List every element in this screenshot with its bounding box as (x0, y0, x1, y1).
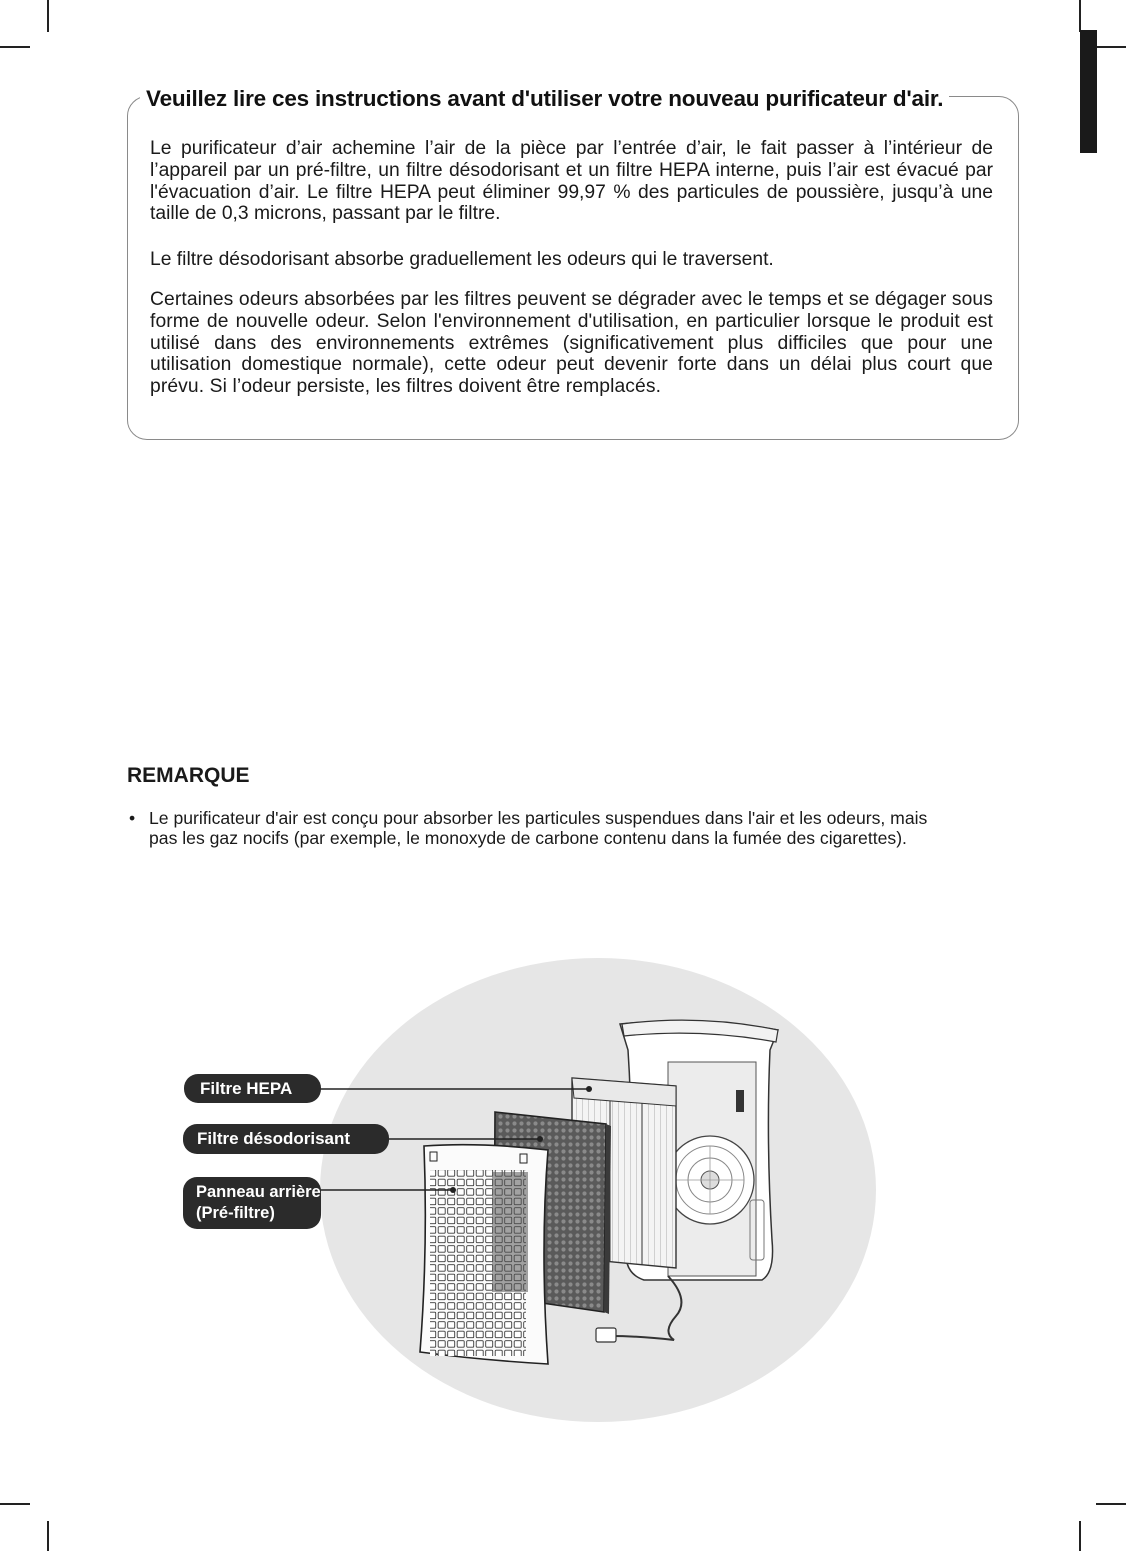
intro-title: Veuillez lire ces instructions avant d'utiliser votre nouveau purificateur d'air. (140, 86, 949, 112)
crop-mark (1096, 1503, 1126, 1505)
crop-mark (47, 0, 49, 32)
remark-item: Le purificateur d'air est conçu pour absorber les particules suspendues dans l'air et les odeurs, mais pas les gaz nocifs (par exemple, le monoxyde de carbone contenu dans la fumée des cigarettes). (149, 808, 928, 848)
crop-mark (1079, 1521, 1081, 1551)
bullet-icon: • (129, 808, 136, 828)
label-hepa-filter: Filtre HEPA (184, 1074, 321, 1103)
label-back-panel (183, 1177, 321, 1229)
label-back-panel-line1: Panneau arrière (196, 1183, 321, 1201)
chapter-tab (1080, 30, 1097, 153)
plug (596, 1328, 616, 1342)
intro-paragraph: Le filtre désodorisant absorbe graduellement les odeurs qui le traversent. (150, 249, 774, 270)
crop-mark (0, 46, 30, 48)
crop-mark (1079, 0, 1081, 32)
intro-paragraph: Le purificateur d’air achemine l’air de la pièce par l’entrée d’air, le fait passer à l’intérieur de l’appareil par un pré-filtre, un filtre désodorisant et un filtre HEPA interne, puis l’air est évacué par l'évacuation d’air. Le filtre HEPA peut éliminer 99,97 % des particules de poussière, jusqu’à une taille de 0,3 microns, passant par le filtre. (150, 138, 993, 225)
label-deodorizing-filter: Filtre désodorisant (183, 1124, 389, 1154)
crop-mark (0, 1503, 30, 1505)
remark-title: REMARQUE (127, 764, 250, 787)
label-back-panel-line2: (Pré-filtre) (196, 1204, 275, 1222)
back-panel-prefilter (420, 1145, 548, 1364)
intro-paragraph: Certaines odeurs absorbées par les filtres peuvent se dégrader avec le temps et se dégager sous forme de nouvelle odeur. Selon l'environnement d'utilisation, en particulier lorsque le produit est utilisé dans des environnements extrêmes (significativement plus difficiles que pour une utilisation domestique normale), cette odeur peut devenir forte dans un délai plus court que prévu. Si l’odeur persiste, les filtres doivent être remplacés. (150, 289, 993, 398)
crop-mark (47, 1521, 49, 1551)
crop-mark (1096, 46, 1126, 48)
